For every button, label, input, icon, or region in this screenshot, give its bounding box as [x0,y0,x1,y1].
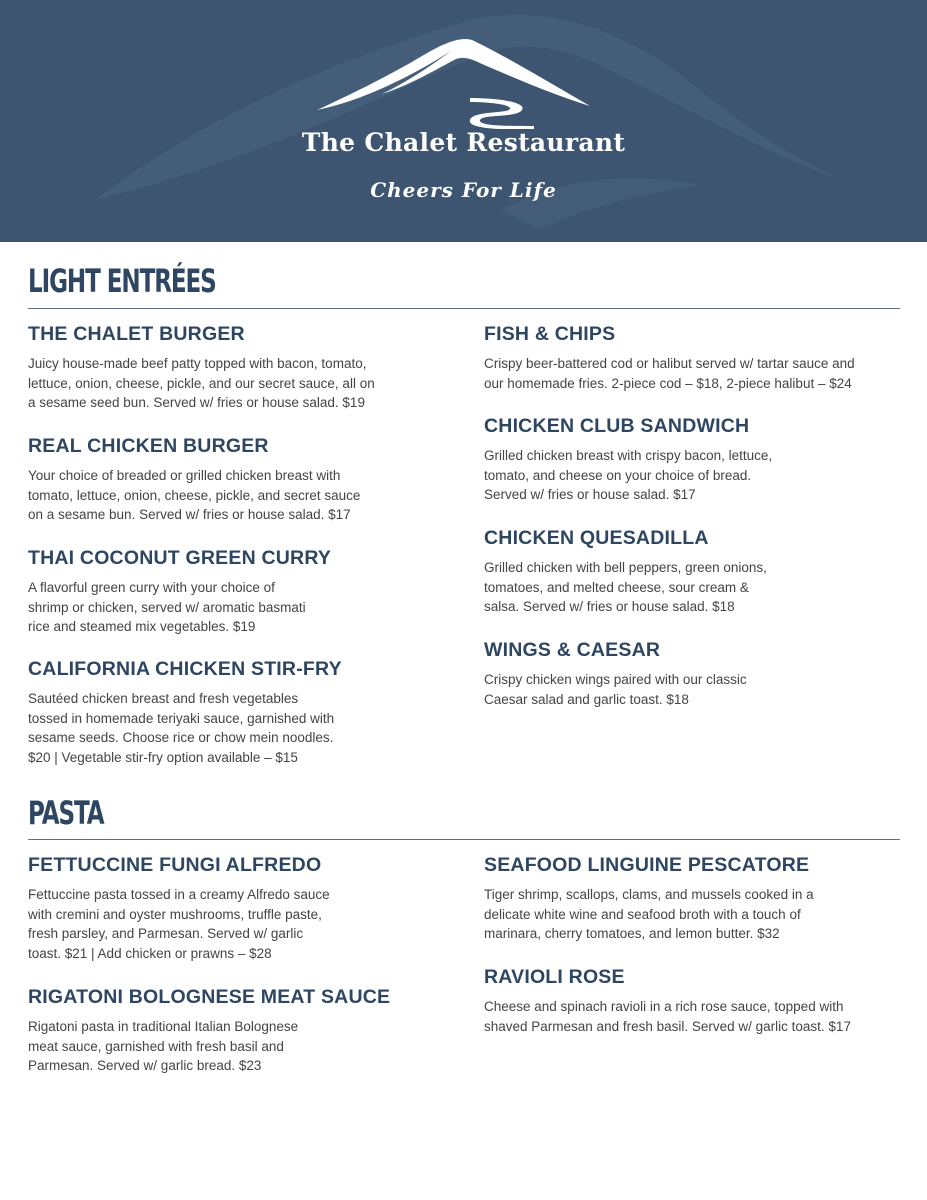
description-line: Sautéed chicken breast and fresh vegetables [28,691,299,706]
description-line: Served w/ fries or house salad. $17 [484,487,696,503]
header-banner [0,0,927,242]
description-line: sesame seeds. Choose rice or chow mein noodles. [28,730,334,746]
menu-item-name: CHICKEN QUESADILLA [484,527,709,549]
description-line: with cremini and oyster mushrooms, truffle paste, [28,906,322,922]
description-line: shaved Parmesan and fresh basil. Served w/ garlic toast. $17 [484,1018,851,1034]
tagline: Cheers For Life [370,178,557,202]
description-line: salsa. Served w/ fries or house salad. $18 [484,599,735,615]
description-line: Parmesan. Served w/ garlic bread. $23 [28,1058,262,1074]
description-line: A flavorful green curry with your choice of [28,580,275,595]
menu-item-description [28,1017,448,1076]
description-line: Crispy beer-battered cod or halibut served w/ tartar sauce and [484,356,855,371]
mountain-river-icon [312,34,592,129]
menu-item-description [28,885,448,963]
menu-item [28,658,448,767]
menu-item-description [484,997,904,1036]
description-line: shrimp or chicken, served w/ aromatic basmati [28,599,306,615]
description-line: toast. $21 | Add chicken or prawns – $28 [28,945,272,961]
menu-item-name: CALIFORNIA CHICKEN STIR-FRY [28,658,342,680]
description-line: lettuce, onion, cheese, pickle, and our secret sauce, all on [28,375,375,391]
description-line: Your choice of breaded or grilled chicken breast with [28,468,341,483]
section-divider [28,839,900,840]
menu-item-description [28,354,448,413]
menu-item [484,415,904,505]
section-divider [28,308,900,309]
menu-item-name: RIGATONI BOLOGNESE MEAT SAUCE [28,986,391,1008]
menu-item-name: SEAFOOD LINGUINE PESCATORE [484,854,810,876]
menu-item-name: FETTUCCINE FUNGI ALFREDO [28,854,322,876]
menu-item-description [484,354,904,393]
menu-item-name: THE CHALET BURGER [28,323,245,345]
menu-item [28,323,448,413]
description-line: marinara, cherry tomatoes, and lemon butter. $32 [484,926,780,942]
menu-item-description [28,578,448,637]
menu-item-description [484,446,904,505]
menu-item-name: REAL CHICKEN BURGER [28,435,269,457]
description-line: fresh parsley, and Parmesan. Served w/ garlic [28,926,304,942]
description-line: Grilled chicken with bell peppers, green onions, [484,560,767,575]
description-line: delicate white wine and seafood broth with a touch of [484,906,801,922]
description-line: Crispy chicken wings paired with our classic [484,672,747,687]
description-line: Rigatoni pasta in traditional Italian Bolognese [28,1019,299,1034]
description-line: tossed in homemade teriyaki sauce, garnished with [28,710,335,726]
description-line: Cheese and spinach ravioli in a rich rose sauce, topped with [484,999,844,1014]
description-line: Fettuccine pasta tossed in a creamy Alfredo sauce [28,887,330,902]
menu-item-name: RAVIOLI ROSE [484,966,625,988]
description-line: Tiger shrimp, scallops, clams, and mussels cooked in a [484,887,814,902]
description-line: rice and steamed mix vegetables. $19 [28,619,256,635]
description-line: our homemade fries. 2-piece cod – $18, 2-piece halibut – $24 [484,375,852,391]
menu-item-name: CHICKEN CLUB SANDWICH [484,415,750,437]
menu-item [484,527,904,617]
menu-item [484,323,904,393]
description-line: Caesar salad and garlic toast. $18 [484,691,689,707]
menu-item-description [484,885,904,944]
menu-item [28,547,448,637]
menu-item-name: THAI COCONUT GREEN CURRY [28,547,332,569]
description-line: tomato, and cheese on your choice of bread. [484,467,752,483]
menu-item-description [28,689,448,767]
description-line: tomato, lettuce, onion, cheese, pickle, and secret sauce [28,487,361,503]
menu-item [484,854,904,944]
menu-item [28,986,448,1076]
description-line: $20 | Vegetable stir-fry option available – $15 [28,749,298,765]
section-title-light-entrees: LIGHT ENTRÉES [28,262,216,300]
description-line: Grilled chicken breast with crispy bacon, lettuce, [484,448,773,463]
menu-item [484,639,904,709]
menu-item-name: WINGS & CAESAR [484,639,661,661]
restaurant-name: The Chalet Restaurant [301,128,626,157]
menu-item-description [484,558,904,617]
menu-item [28,854,448,963]
menu-item [484,966,904,1036]
menu-item [28,435,448,525]
description-line: Juicy house-made beef patty topped with bacon, tomato, [28,356,367,371]
menu-item-name: FISH & CHIPS [484,323,616,345]
menu-item-description [484,670,904,709]
section-title-pasta: PASTA [28,794,104,832]
description-line: meat sauce, garnished with fresh basil and [28,1038,284,1054]
description-line: on a sesame bun. Served w/ fries or house salad. $17 [28,507,351,523]
description-line: tomatoes, and melted cheese, sour cream & [484,579,749,595]
description-line: a sesame seed bun. Served w/ fries or house salad. $19 [28,395,365,411]
menu-item-description [28,466,448,525]
